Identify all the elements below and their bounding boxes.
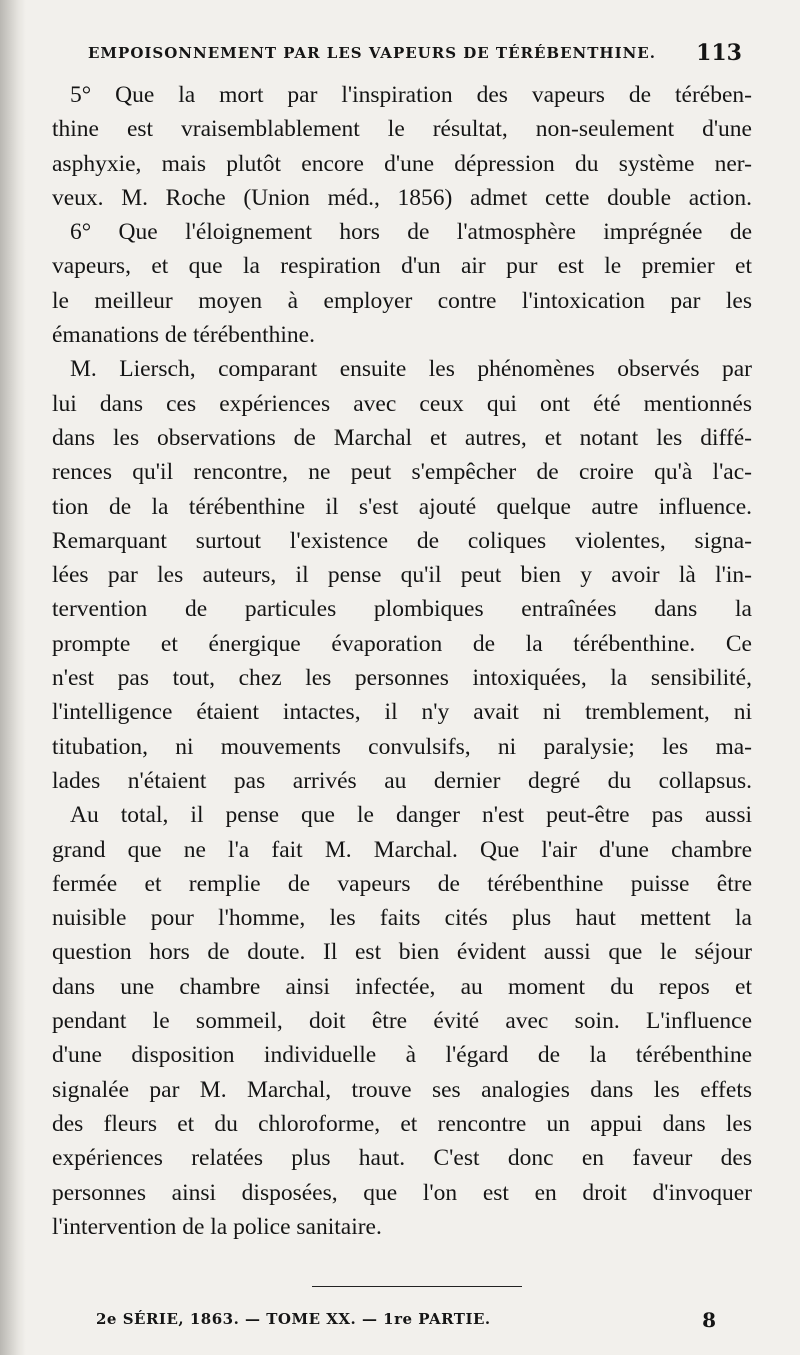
text-line: émanations de térébenthine. [52,322,315,349]
text-line: dans une chambre ainsi infectée, au moment du repos et [52,973,752,1000]
text-line: dans les observations de Marchal et autres, et notant les diffé- [52,424,752,451]
text-line: pendant le sommeil, doit être évité avec soin. L'influence [52,1008,752,1035]
text-line: lades n'étaient pas arrivés au dernier degré du collapsus. [52,767,752,794]
text-line: rences qu'il rencontre, ne peut s'empêcher de croire qu'à l'ac- [52,459,752,486]
text-line: l'intelligence étaient intactes, il n'y avait ni tremblement, ni [52,699,752,726]
text-line: lui dans ces expériences avec ceux qui ont été mentionnés [52,390,752,417]
text-line: signalée par M. Marchal, trouve ses analogies dans les effets [52,1076,752,1103]
text-line: prompte et énergique évaporation de la térébenthine. Ce [52,630,752,657]
running-title: EMPOISONNEMENT PAR LES VAPEURS DE TÉRÉBENTHINE. [88,44,656,62]
text-line: Remarquant surtout l'existence de coliques violentes, signa- [52,527,752,554]
text-line: nuisible pour l'homme, les faits cités plus haut mettent la [52,905,752,932]
text-line: expériences relatées plus haut. C'est donc en faveur des [52,1145,752,1172]
text-line: titubation, ni mouvements convulsifs, ni paralysie; les ma- [52,733,752,760]
text-line: M. Liersch, comparant ensuite les phénomènes observés par [70,356,752,383]
text-line: 5° Que la mort par l'inspiration des vapeurs de térében- [70,82,752,108]
text-line: 6° Que l'éloignement hors de l'atmosphère imprégnée de [70,219,752,246]
text-line: n'est pas tout, chez les personnes intoxiquées, la sensibilité, [52,665,752,692]
body-text [52,78,752,1244]
text-line: question hors de doute. Il est bien évident aussi que le séjour [52,939,752,966]
text-line: asphyxie, mais plutôt encore d'une dépression du système ner- [52,150,752,177]
text-line: veux. M. Roche (Union méd., 1856) admet cette double action. [52,184,752,211]
text-line: d'une disposition individuelle à l'égard de la térébenthine [52,1042,752,1069]
text-line: tervention de particules plombiques entraînées dans la [52,596,752,623]
text-line: Au total, il pense que le danger n'est peut-être pas aussi [70,802,752,829]
text-line: tion de la térébenthine il s'est ajouté quelque autre influence. [52,493,752,520]
series-info: 2e SÉRIE, 1863. — TOME XX. — 1re PARTIE. [96,1310,491,1328]
text-line: grand que ne l'a fait M. Marchal. Que l'air d'une chambre [52,836,752,863]
text-line: lées par les auteurs, il pense qu'il peut bien y avoir là l'in- [52,562,752,589]
text-line: fermée et remplie de vapeurs de térébenthine puisse être [52,870,752,897]
text-line: le meilleur moyen à employer contre l'intoxication par les [52,287,752,314]
page-footer [96,1308,716,1338]
text-line: l'intervention de la police sanitaire. [52,1213,382,1240]
text-line: des fleurs et du chloroforme, et rencontre un appui dans les [52,1110,752,1137]
text-line: personnes ainsi disposées, que l'on est en droit d'invoquer [52,1179,752,1206]
footnote-rule [312,1286,522,1287]
signature-mark: 8 [702,1308,716,1332]
page-number: 113 [696,40,742,66]
running-head [88,40,748,70]
text-line: vapeurs, et que la respiration d'un air pur est le premier et [52,253,752,280]
text-line: thine est vraisemblablement le résultat, non-seulement d'une [52,116,752,143]
